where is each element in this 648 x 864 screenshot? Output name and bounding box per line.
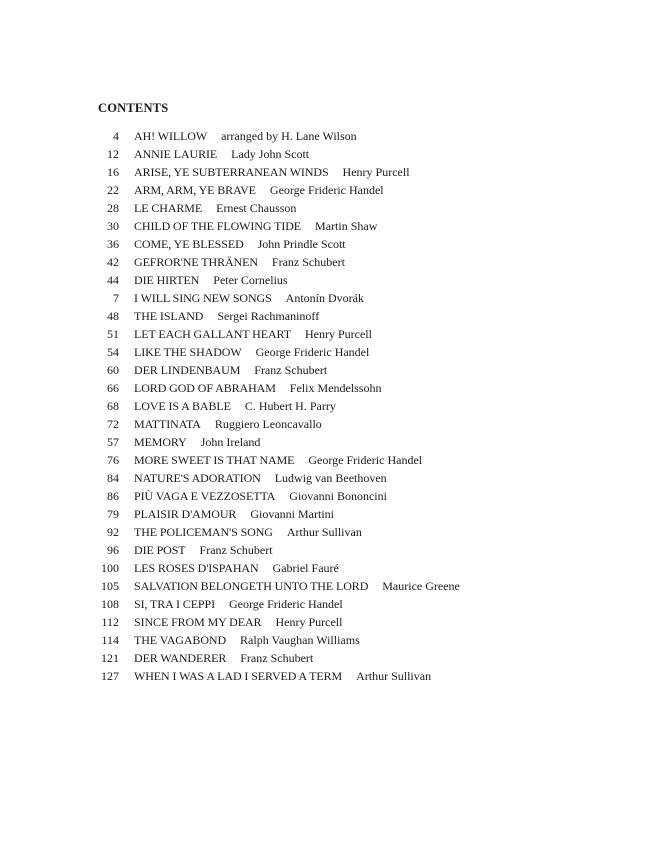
page-number: 79 [107,507,119,521]
toc-entry [90,541,460,559]
table-of-contents [90,127,460,685]
page-number: 42 [107,255,119,269]
page-number: 76 [107,453,119,467]
song-title: SALVATION BELONGETH UNTO THE LORD [134,579,369,593]
toc-entry [90,433,460,451]
page-number: 68 [107,399,119,413]
composer-name: George Frideric Handel [255,345,370,359]
song-title: LET EACH GALLANT HEART [134,327,291,341]
song-title: GEFROR'NE THRÄNEN [134,255,258,269]
page-number: 100 [101,561,119,575]
toc-entry [90,217,460,235]
composer-name: Giovanni Martini [250,507,334,521]
page-number: 44 [107,273,119,287]
page-number: 16 [107,165,119,179]
composer-name: Henry Purcell [304,327,372,341]
song-title: ANNIE LAURIE [134,147,218,161]
toc-entry [90,325,460,343]
composer-name: C. Hubert H. Parry [244,399,336,413]
page-number: 86 [107,489,119,503]
toc-entry [90,199,460,217]
composer-name: Gabriel Fauré [272,561,339,575]
composer-name: Arthur Sullivan [356,669,432,683]
composer-name: Ruggiero Leoncavallo [214,417,322,431]
song-title: ARISE, YE SUBTERRANEAN WINDS [134,165,329,179]
composer-name: John Ireland [200,435,261,449]
toc-entry [90,667,460,685]
toc-entry [90,379,460,397]
composer-name: Franz Schubert [199,543,273,557]
song-title: SINCE FROM MY DEAR [134,615,262,629]
composer-name: Felix Mendelssohn [289,381,382,395]
song-title: COME, YE BLESSED [134,237,244,251]
song-title: PIÙ VAGA E VEZZOSETTA [134,489,276,503]
song-title: MEMORY [134,435,187,449]
song-title: NATURE'S ADORATION [134,471,261,485]
song-title: CHILD OF THE FLOWING TIDE [134,219,302,233]
toc-entry [90,631,460,649]
toc-entry [90,577,460,595]
song-title: WHEN I WAS A LAD I SERVED A TERM [134,669,343,683]
composer-name: Franz Schubert [254,363,328,377]
toc-entry [90,145,460,163]
toc-entry [90,361,460,379]
composer-name: Peter Cornelius [213,273,288,287]
song-title: LORD GOD OF ABRAHAM [134,381,276,395]
page-number: 66 [107,381,119,395]
toc-entry [90,649,460,667]
page-number: 92 [107,525,119,539]
toc-entry [90,487,460,505]
page-number: 12 [107,147,119,161]
page-number: 54 [107,345,119,359]
toc-entry [90,523,460,541]
composer-name: Maurice Greene [382,579,460,593]
toc-entry [90,343,460,361]
page-number: 105 [101,579,119,593]
page-number: 112 [101,615,119,629]
song-title: THE ISLAND [134,309,204,323]
page-number: 28 [107,201,119,215]
composer-name: Giovanni Bononcini [289,489,387,503]
song-title: MATTINATA [134,417,201,431]
song-title: DIE POST [134,543,186,557]
composer-name: John Prindle Scott [257,237,346,251]
composer-name: arranged by H. Lane Wilson [221,129,357,143]
composer-name: Lady John Scott [231,147,310,161]
song-title: THE VAGABOND [134,633,227,647]
song-title: PLAISIR D'AMOUR [134,507,237,521]
composer-name: Arthur Sullivan [286,525,362,539]
song-title: THE POLICEMAN'S SONG [134,525,273,539]
song-title: DER WANDERER [134,651,227,665]
toc-entry [90,469,460,487]
composer-name: Martin Shaw [315,219,378,233]
song-title: DER LINDENBAUM [134,363,241,377]
page-number: 114 [101,633,119,647]
composer-name: Ludwig van Beethoven [274,471,387,485]
page-number: 36 [107,237,119,251]
song-title: DIE HIRTEN [134,273,200,287]
page-number: 57 [107,435,119,449]
composer-name: Sergei Rachmaninoff [217,309,320,323]
song-title: LE CHARME [134,201,203,215]
page-number: 72 [107,417,119,431]
page-number: 30 [107,219,119,233]
composer-name: Henry Purcell [342,165,410,179]
composer-name: George Frideric Handel [269,183,384,197]
composer-name: Henry Purcell [275,615,343,629]
page-number: 108 [101,597,119,611]
toc-entry [90,235,460,253]
composer-name: Ralph Vaughan Williams [240,633,360,647]
page-number: 7 [113,291,119,305]
page-number: 60 [107,363,119,377]
toc-entry [90,595,460,613]
song-title: LES ROSES D'ISPAHAN [134,561,259,575]
toc-entry [90,253,460,271]
toc-entry [90,415,460,433]
contents-heading: CONTENTS [98,101,169,115]
toc-entry [90,127,460,145]
toc-entry [90,181,460,199]
composer-name: Franz Schubert [271,255,345,269]
toc-entry [90,163,460,181]
page-number: 121 [101,651,119,665]
composer-name: Ernest Chausson [216,201,297,215]
song-title: ARM, ARM, YE BRAVE [134,183,256,197]
toc-entry [90,451,460,469]
composer-name: George Frideric Handel [228,597,343,611]
composer-name: Antonín Dvorák [285,291,364,305]
page-number: 127 [101,669,119,683]
song-title: I WILL SING NEW SONGS [134,291,272,305]
toc-entry [90,505,460,523]
toc-entry [90,289,460,307]
composer-name: Franz Schubert [240,651,314,665]
toc-entry [90,613,460,631]
page-number: 84 [107,471,119,485]
toc-entry [90,307,460,325]
page-number: 51 [107,327,119,341]
song-title: AH! WILLOW [134,129,208,143]
song-title: LIKE THE SHADOW [134,345,242,359]
toc-entry [90,559,460,577]
toc-entry [90,271,460,289]
page-number: 22 [107,183,119,197]
page-number: 48 [107,309,119,323]
song-title: LOVE IS A BABLE [134,399,231,413]
song-title: SI, TRA I CEPPI [134,597,215,611]
page-number: 4 [113,129,119,143]
page-number: 96 [107,543,119,557]
toc-entry [90,397,460,415]
composer-name: George Frideric Handel [308,453,423,467]
song-title: MORE SWEET IS THAT NAME [134,453,295,467]
